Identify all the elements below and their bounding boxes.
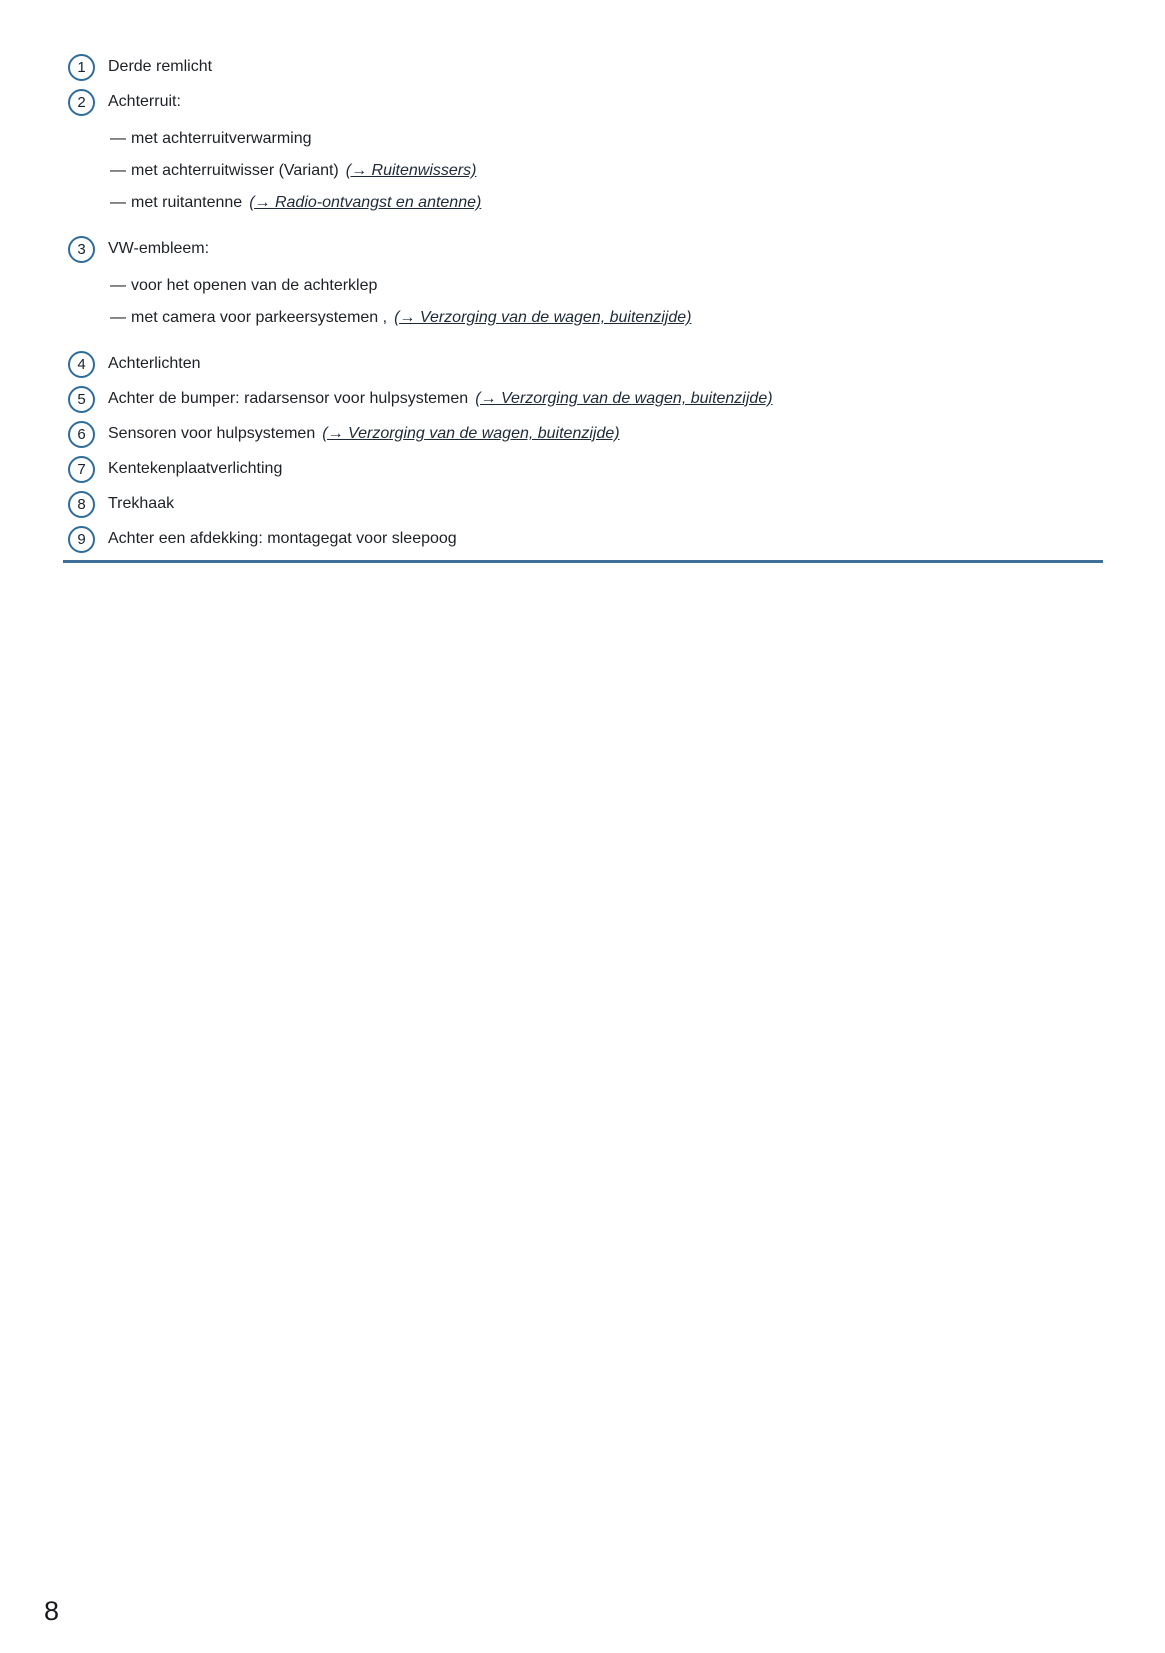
cross-reference-link[interactable]: (→ Verzorging van de wagen, buitenzijde) — [475, 390, 773, 407]
legend-list — [68, 53, 1105, 563]
item-number-badge — [68, 456, 95, 483]
list-item — [68, 385, 1105, 413]
item-number-badge — [68, 351, 95, 378]
section-divider — [63, 560, 1103, 563]
item-label: Kentekenplaatverlichting — [108, 460, 283, 477]
list-item — [68, 420, 1105, 448]
list-item — [68, 525, 1105, 553]
sub-item-label: met ruitantenne — [131, 194, 243, 211]
sub-item-label: met achterruitwisser (Variant) — [131, 162, 339, 179]
item-number: 9 — [77, 530, 86, 548]
item-label: Achter de bumper: radarsensor voor hulpsystemen — [108, 390, 469, 407]
item-label: Achterlichten — [108, 355, 201, 372]
item-number: 4 — [77, 355, 86, 373]
list-item — [68, 235, 1105, 263]
sub-item-label: voor het openen van de achterklep — [131, 277, 378, 294]
item-number-badge — [68, 54, 95, 81]
sub-item — [110, 123, 1105, 155]
item-label: VW-embleem: — [108, 240, 210, 257]
list-item — [68, 88, 1105, 116]
item-label: Sensoren voor hulpsystemen — [108, 425, 316, 442]
item-number: 7 — [77, 460, 86, 478]
cross-reference-link[interactable]: (→ Verzorging van de wagen, buitenzijde) — [394, 309, 692, 326]
sub-item — [110, 187, 1105, 219]
cross-reference-link[interactable]: (→ Radio-ontvangst en antenne) — [249, 194, 482, 211]
item-number-badge — [68, 236, 95, 263]
list-item — [68, 490, 1105, 518]
list-item — [68, 53, 1105, 81]
item-number: 5 — [77, 390, 86, 408]
item-label: Achterruit: — [108, 93, 181, 110]
item-number-badge — [68, 421, 95, 448]
dash-bullet: — — [110, 309, 126, 326]
sub-item-group — [110, 270, 1105, 334]
cross-reference-link[interactable]: (→ Ruitenwissers) — [345, 162, 477, 179]
sub-item — [110, 302, 1105, 334]
list-item — [68, 455, 1105, 483]
item-number: 8 — [77, 495, 86, 513]
page-number: 8 — [44, 1596, 60, 1626]
cross-reference-link[interactable]: (→ Verzorging van de wagen, buitenzijde) — [322, 425, 620, 442]
sub-item-group — [110, 123, 1105, 219]
dash-bullet: — — [110, 162, 126, 179]
item-number-badge — [68, 386, 95, 413]
sub-item — [110, 270, 1105, 302]
dash-bullet: — — [110, 277, 126, 294]
item-number: 6 — [77, 425, 86, 443]
sub-item-label: met achterruitverwarming — [131, 130, 312, 147]
item-number: 2 — [77, 93, 86, 111]
sub-item — [110, 155, 1105, 187]
dash-bullet: — — [110, 194, 126, 211]
item-number-badge — [68, 89, 95, 116]
item-number-badge — [68, 491, 95, 518]
dash-bullet: — — [110, 130, 126, 147]
sub-item-label: met camera voor parkeersystemen , — [131, 309, 388, 326]
item-label: Achter een afdekking: montagegat voor sleepoog — [108, 530, 457, 547]
item-number: 1 — [77, 58, 86, 76]
item-number-badge — [68, 526, 95, 553]
item-label: Derde remlicht — [108, 58, 213, 75]
item-number: 3 — [77, 240, 86, 258]
item-label: Trekhaak — [108, 495, 175, 512]
list-item — [68, 350, 1105, 378]
